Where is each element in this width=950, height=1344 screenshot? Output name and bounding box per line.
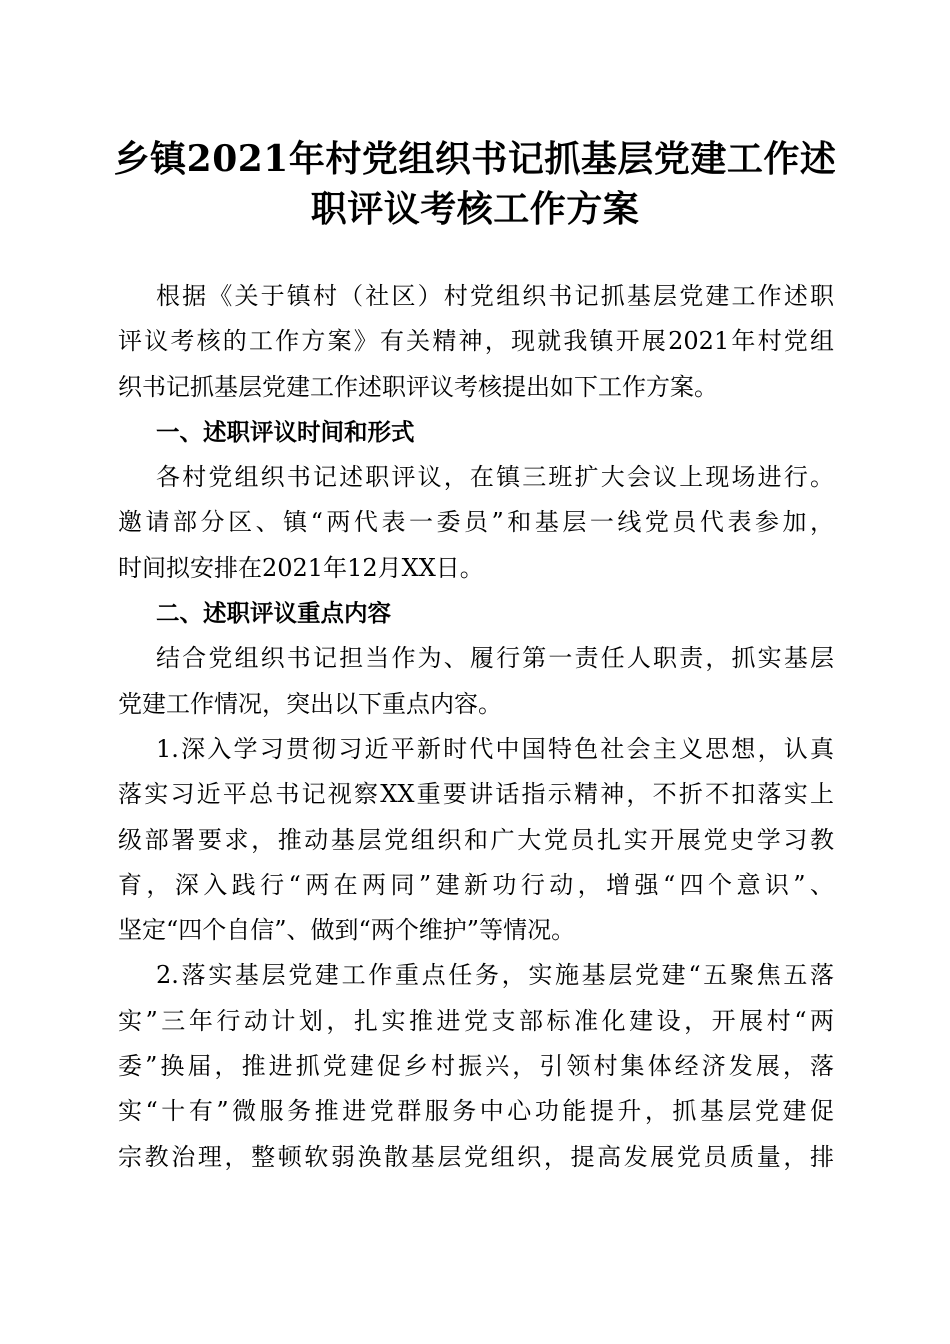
paragraph-line: 时间拟安排在2021年12月XX日。 — [118, 553, 484, 582]
section-heading-2: 二、述职评议重点内容 — [156, 599, 391, 628]
paragraph-line: 实”三年行动计划，扎实推进党支部标准化建设，开展村“两 — [118, 1006, 834, 1035]
list-item-2 — [118, 953, 834, 1179]
paragraph-line: 宗教治理，整顿软弱涣散基层党组织，提高发展党员质量，排 — [118, 1142, 834, 1171]
paragraph-line: 织书记抓基层党建工作述职评议考核提出如下工作方案。 — [118, 372, 718, 401]
paragraph-line: 委”换届，推进抓党建促乡村振兴，引领村集体经济发展，落 — [118, 1052, 834, 1081]
section-2-paragraph — [118, 636, 834, 727]
paragraph-line: 实“十有”微服务推进党群服务中心功能提升，抓基层党建促 — [118, 1097, 834, 1126]
paragraph-line: 级部署要求，推动基层党组织和广大党员扎实开展党史学习教 — [118, 825, 834, 854]
intro-paragraph — [118, 274, 834, 410]
paragraph-line: 根据《关于镇村（社区）村党组织书记抓基层党建工作述职 — [156, 282, 834, 310]
document-title — [100, 134, 850, 234]
paragraph-line: 各村党组织书记述职评议，在镇三班扩大会议上现场进行。 — [156, 463, 834, 492]
paragraph-line: 邀请部分区、镇“两代表一委员”和基层一线党员代表参加， — [118, 508, 834, 537]
document-body — [118, 274, 834, 1180]
paragraph-line: 2.落实基层党建工作重点任务，实施基层党建“五聚焦五落 — [156, 961, 834, 990]
paragraph-line: 落实习近平总书记视察XX重要讲话指示精神，不折不扣落实上 — [118, 780, 834, 809]
paragraph-line: 结合党组织书记担当作为、履行第一责任人职责，抓实基层 — [156, 644, 834, 673]
title-line-2: 职评议考核工作方案 — [310, 188, 640, 230]
paragraph-line: 评议考核的工作方案》有关精神，现就我镇开展2021年村党组 — [118, 327, 834, 356]
paragraph-line: 1.深入学习贯彻习近平新时代中国特色社会主义思想，认真 — [156, 734, 834, 763]
paragraph-line: 育，深入践行“两在两同”建新功行动，增强“四个意识”、 — [118, 870, 834, 899]
paragraph-line: 坚定“四个自信”、做到“两个维护”等情况。 — [118, 916, 576, 945]
list-item-1 — [118, 727, 834, 953]
paragraph-line: 党建工作情况，突出以下重点内容。 — [118, 689, 502, 718]
section-heading-1: 一、述职评议时间和形式 — [156, 417, 415, 446]
title-line-1: 乡镇2021年村党组织书记抓基层党建工作述 — [113, 138, 837, 180]
section-1-paragraph — [118, 455, 834, 591]
